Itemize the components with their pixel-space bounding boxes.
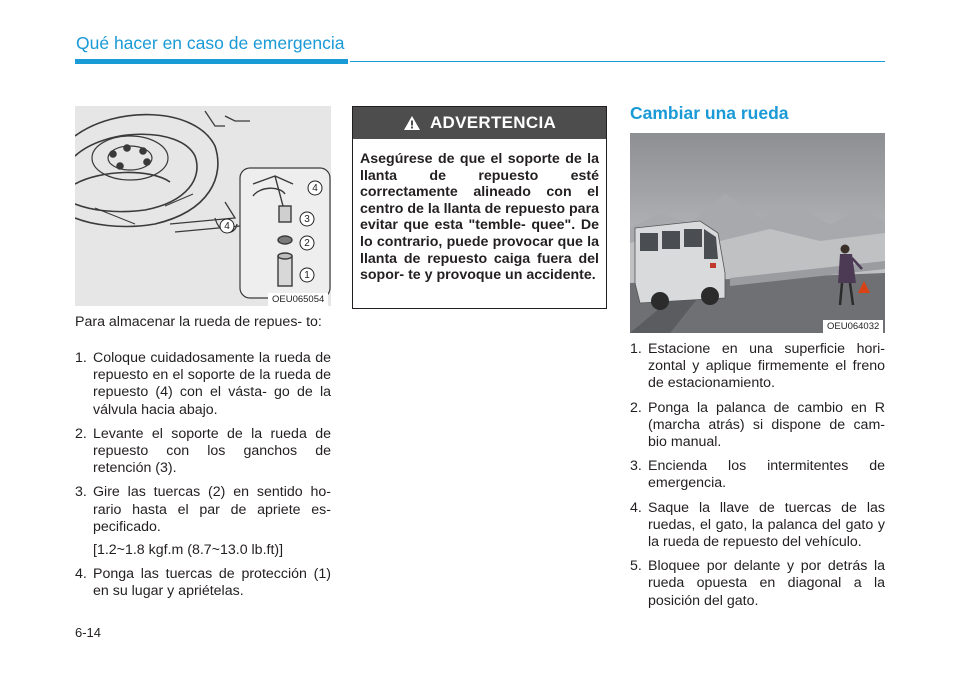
wheel-change-steps-list	[630, 341, 885, 617]
spare-tire-illustration	[75, 106, 331, 306]
list-item-text: Ponga la palanca de cambio en R (marcha atrás) si dispone de cam- bio manual.	[648, 399, 885, 451]
list-item-text: Coloque cuidadosamente la rueda de repuesto en el soporte de la rueda de repuesto (4) con el vásta- go de la válvula hacia abajo.	[93, 350, 331, 418]
list-item	[630, 558, 885, 610]
list-item-number: 4.	[630, 499, 642, 516]
spare-tire-drawing	[75, 106, 331, 306]
warning-title: ADVERTENCIA	[429, 113, 557, 132]
intro-paragraph: Para almacenar la rueda de repues- to:	[75, 314, 322, 330]
list-item-number: 4.	[75, 566, 87, 583]
list-item-text: Saque la llave de tuercas de las ruedas, el gato, la palanca del gato y la rueda de repuesto del vehículo.	[648, 499, 885, 551]
list-item-number: 1.	[630, 341, 642, 357]
list-item-text: Encienda los intermitentes de emergencia.	[648, 458, 885, 492]
warning-box	[352, 106, 607, 309]
roadside-photo	[630, 133, 885, 333]
list-item-number: 2.	[75, 425, 87, 442]
list-item	[75, 350, 331, 419]
roadside-scene-drawing	[630, 133, 885, 333]
section-title: Cambiar una rueda	[630, 103, 789, 123]
list-item-text: Bloquee por delante y por detrás la rueda opuesta en diagonal a la posición del gato.	[648, 558, 885, 609]
callout-3: 3	[304, 214, 310, 225]
torque-spec: [1.2~1.8 kgf.m (8.7~13.0 lb.ft)]	[93, 542, 284, 559]
callout-2: 2	[304, 238, 310, 249]
warning-header	[353, 107, 606, 139]
list-item-number: 5.	[630, 558, 642, 575]
list-item-text: Ponga las tuercas de protección (1) en su lugar y apriételas.	[93, 566, 331, 600]
list-item-number: 3.	[75, 484, 87, 501]
figure-caption-left: OEU065054	[268, 293, 328, 306]
callout-1: 1	[304, 270, 310, 281]
warning-triangle-icon	[403, 115, 421, 131]
list-item	[75, 426, 331, 478]
list-item-text: Levante el soporte de la rueda de repuesto con los ganchos de retención (3).	[93, 425, 331, 477]
callout-4-inset: 4	[312, 183, 318, 194]
list-item-text: Gire las tuercas (2) en sentido ho- rario hasta el par de apriete es- pecificado.	[93, 484, 331, 535]
warning-text: Asegúrese de que el soporte de la llanta de repuesto esté correctamente alineado con el centro de la llanta de repuesto para evitar que esta "temble- quee". De lo contrario, puede provocar que la llanta de repuesto caiga fuera del sopor- te y provoque un accidente.	[360, 151, 599, 284]
page-header-title: Qué hacer en caso de emergencia	[76, 33, 345, 53]
list-item	[75, 566, 331, 600]
page-number: 6-14	[75, 625, 102, 640]
list-item	[75, 484, 331, 559]
list-item	[630, 500, 885, 552]
list-item-text: Estacione en una superficie hori- zontal y aplique firmemente el freno de estacionamiento.	[648, 341, 885, 392]
list-item-number: 2.	[630, 399, 642, 416]
list-item	[630, 458, 885, 492]
storage-steps-list	[75, 350, 331, 608]
list-item-number: 3.	[630, 458, 642, 475]
list-item	[630, 400, 885, 452]
van-graphic	[635, 221, 725, 310]
list-item	[630, 341, 885, 393]
header-rule-thick	[75, 59, 348, 64]
callout-4-carrier: 4	[224, 221, 230, 232]
header-rule-thin	[350, 61, 885, 62]
figure-caption-right: OEU064032	[823, 320, 883, 333]
list-item-number: 1.	[75, 350, 87, 366]
